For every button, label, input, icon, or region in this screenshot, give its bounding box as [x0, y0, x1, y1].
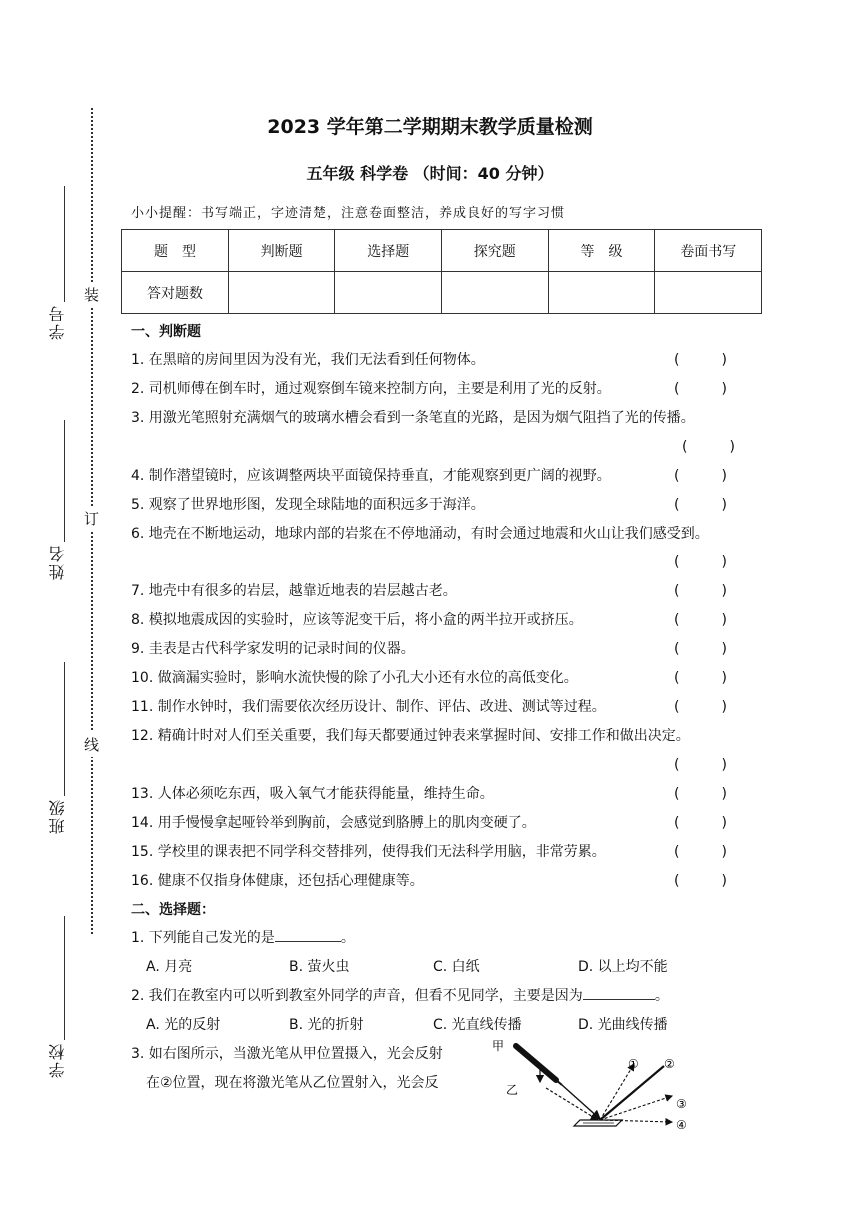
exam-title: 2023 学年第二学期期末教学质量检测: [267, 116, 593, 138]
answer-paren-13[interactable]: ( ): [674, 786, 727, 802]
choice-question-1-end: 。: [340, 930, 355, 946]
judgment-question-4: 4. 制作潜望镜时，应该调整两块平面镜保持垂直，才能观察到更广阔的视野。: [131, 468, 611, 484]
score-header-cell: 卷面书写: [655, 230, 762, 272]
exam-subtitle: 五年级 科学卷 （时间：40 分钟）: [306, 164, 554, 183]
marker-1: ①: [628, 1057, 639, 1071]
answer-paren-6[interactable]: ( ): [674, 554, 727, 570]
choice-question-2-end: 。: [654, 988, 669, 1004]
answer-paren-8[interactable]: ( ): [674, 612, 727, 628]
judgment-question-9: 9. 圭表是古代科学家发明的记录时间的仪器。: [131, 641, 415, 657]
score-cell-inquiry[interactable]: [441, 272, 548, 314]
answer-paren-1[interactable]: ( ): [674, 352, 727, 368]
judgment-question-1: 1. 在黑暗的房间里因为没有光，我们无法看到任何物体。: [131, 352, 485, 368]
answer-paren-3[interactable]: ( ): [682, 439, 735, 455]
answer-paren-16[interactable]: ( ): [674, 873, 727, 889]
incident-ray-yi: [546, 1088, 598, 1120]
section1-title: 一、判断题: [131, 324, 201, 340]
laser-pen: [516, 1046, 556, 1080]
binding-char-ding: 订: [84, 506, 99, 531]
judgment-question-15: 15. 学校里的课表把不同学科交替排列，使得我们无法科学用脑，非常劳累。: [131, 844, 606, 860]
laser-reflection-figure: [488, 1034, 708, 1134]
choice-question-1-text: 1. 下列能自己发光的是: [131, 930, 275, 946]
score-header-cell: 题 型: [122, 230, 229, 272]
score-table-header-row: [122, 230, 762, 272]
score-table-row: [122, 272, 762, 314]
answer-paren-15[interactable]: ( ): [674, 844, 727, 860]
answer-blank-2[interactable]: [583, 987, 655, 1000]
reflected-ray-2: [600, 1066, 664, 1120]
answer-blank-1[interactable]: [275, 929, 341, 942]
binding-char-xian: 线: [84, 732, 99, 757]
school-label: 学校: [48, 1042, 67, 1078]
answer-paren-2[interactable]: ( ): [674, 381, 727, 397]
marker-2: ②: [664, 1057, 675, 1071]
score-cell-grade[interactable]: [548, 272, 655, 314]
reflected-ray-3: [600, 1096, 672, 1120]
choice-question-3-line1: 3. 如右图所示，当激光笔从甲位置摄入，光会反射: [131, 1046, 443, 1062]
answer-paren-11[interactable]: ( ): [674, 699, 727, 715]
answer-paren-4[interactable]: ( ): [674, 468, 727, 484]
choice-2-option-b[interactable]: B. 光的折射: [289, 1017, 364, 1033]
score-cell-writing[interactable]: [655, 272, 762, 314]
score-header-cell: 等 级: [548, 230, 655, 272]
choice-2-option-c[interactable]: C. 光直线传播: [433, 1017, 522, 1033]
judgment-question-16: 16. 健康不仅指身体健康，还包括心理健康等。: [131, 873, 424, 889]
score-cell-judgment[interactable]: [228, 272, 335, 314]
judgment-question-12: 12. 精确计时对人们至关重要，我们每天都要通过钟表来掌握时间、安排工作和做出决定。: [131, 728, 690, 744]
judgment-question-8: 8. 模拟地震成因的实验时，应该等泥变干后，将小盒的两半拉开或挤压。: [131, 612, 583, 628]
score-header-cell: 探究题: [441, 230, 548, 272]
score-table: [121, 229, 762, 314]
choice-1-option-a[interactable]: A. 月亮: [146, 959, 193, 975]
class-label: 班级: [48, 798, 67, 834]
judgment-question-10: 10. 做滴漏实验时，影响水流快慢的除了小孔大小还有水位的高低变化。: [131, 670, 578, 686]
binding-char-zhuang: 装: [84, 282, 99, 307]
class-line: [64, 662, 65, 796]
marker-3: ③: [676, 1097, 687, 1111]
label-yi: 乙: [506, 1083, 519, 1097]
answer-paren-12[interactable]: ( ): [674, 757, 727, 773]
choice-question-3-line2: 在②位置，现在将激光笔从乙位置射入，光会反: [146, 1075, 439, 1091]
label-jia: 甲: [492, 1039, 505, 1053]
judgment-question-3: 3. 用激光笔照射充满烟气的玻璃水槽会看到一条笔直的光路，是因为烟气阻挡了光的传播。: [131, 410, 695, 426]
answer-paren-14[interactable]: ( ): [674, 815, 727, 831]
marker-4: ④: [676, 1118, 687, 1132]
choice-1-option-d[interactable]: D. 以上均不能: [578, 959, 668, 975]
judgment-question-13: 13. 人体必须吃东西，吸入氧气才能获得能量，维持生命。: [131, 786, 494, 802]
choice-1-option-c[interactable]: C. 白纸: [433, 959, 480, 975]
score-header-cell: 选择题: [335, 230, 442, 272]
judgment-question-5: 5. 观察了世界地形图，发现全球陆地的面积远多于海洋。: [131, 497, 485, 513]
choice-question-2-text: 2. 我们在教室内可以听到教室外同学的声音，但看不见同学，主要是因为: [131, 988, 583, 1004]
choice-question-2: [131, 985, 669, 1005]
judgment-question-2: 2. 司机师傅在倒车时，通过观察倒车镜来控制方向，主要是利用了光的反射。: [131, 381, 611, 397]
answer-paren-7[interactable]: ( ): [674, 583, 727, 599]
score-row-label: 答对题数: [122, 272, 229, 314]
judgment-question-11: 11. 制作水钟时，我们需要依次经历设计、制作、评估、改进、测试等过程。: [131, 699, 606, 715]
judgment-question-7: 7. 地壳中有很多的岩层，越靠近地表的岩层越古老。: [131, 583, 457, 599]
choice-2-option-a[interactable]: A. 光的反射: [146, 1017, 221, 1033]
student-id-label: 学号: [48, 304, 67, 340]
answer-paren-9[interactable]: ( ): [674, 641, 727, 657]
student-id-line: [64, 186, 65, 302]
name-label: 姓名: [48, 544, 67, 580]
school-line: [64, 916, 65, 1040]
choice-question-1: [131, 927, 355, 947]
answer-paren-10[interactable]: ( ): [674, 670, 727, 686]
answer-paren-5[interactable]: ( ): [674, 497, 727, 513]
choice-2-option-d[interactable]: D. 光曲线传播: [578, 1017, 668, 1033]
section2-title: 二、选择题：: [131, 902, 215, 918]
name-line: [64, 420, 65, 542]
score-cell-choice[interactable]: [335, 272, 442, 314]
choice-1-option-b[interactable]: B. 萤火虫: [289, 959, 350, 975]
reflected-ray-1: [600, 1064, 634, 1120]
score-header-cell: 判断题: [228, 230, 335, 272]
judgment-question-6: 6. 地壳在不断地运动，地球内部的岩浆在不停地涌动，有时会通过地震和火山让我们感受到。: [131, 526, 709, 542]
judgment-question-14: 14. 用手慢慢拿起哑铃举到胸前，会感觉到胳膊上的肌肉变硬了。: [131, 815, 536, 831]
reminder-text: 小小提醒：书写端正，字迹清楚，注意卷面整洁，养成良好的写字习惯: [131, 206, 566, 221]
